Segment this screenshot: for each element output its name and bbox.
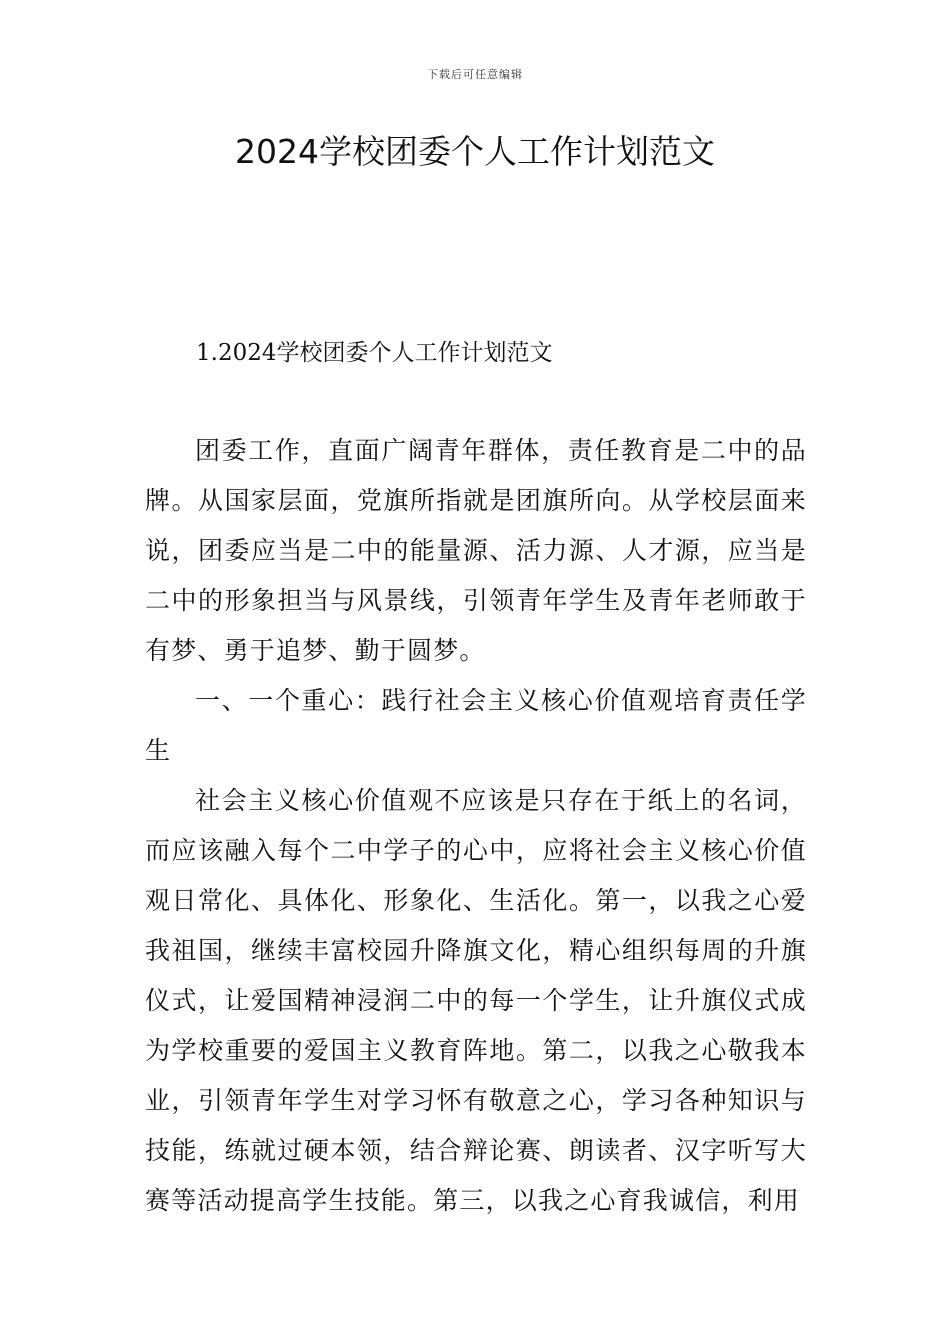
document-body xyxy=(145,426,807,1226)
body-paragraph: 一、一个重心：践行社会主义核心价值观培育责任学生 xyxy=(145,686,807,765)
body-paragraph: 团委工作，直面广阔青年群体，责任教育是二中的品牌。从国家层面，党旗所指就是团旗所向。从学校层面来说，团委应当是二中的能量源、活力源、人才源，应当是二中的形象担当与风景线，引领青年学生及青年老师敢于有梦、勇于追梦、勤于圆梦。 xyxy=(145,436,807,665)
body-paragraph: 社会主义核心价值观不应该是只存在于纸上的名词，而应该融入每个二中学子的心中，应将社会主义核心价值观日常化、具体化、形象化、生活化。第一，以我之心爱我祖国，继续丰富校园升降旗文化，精心组织每周的升旗仪式，让爱国精神浸润二中的每一个学生，让升旗仪式成为学校重要的爱国主义教育阵地。第二，以我之心敬我本业，引领青年学生对学习怀有敬意之心，学习各种知识与技能，练就过硬本领，结合辩论赛、朗读者、汉字听写大赛等活动提高学生技能。第三，以我之心育我诚信，利用 xyxy=(145,786,807,1215)
header-note: 下载后可任意编辑 xyxy=(427,68,523,81)
document-title: 2024学校团委个人工作计划范文 xyxy=(235,132,715,171)
section-heading: 1.2024学校团委个人工作计划范文 xyxy=(196,340,553,366)
